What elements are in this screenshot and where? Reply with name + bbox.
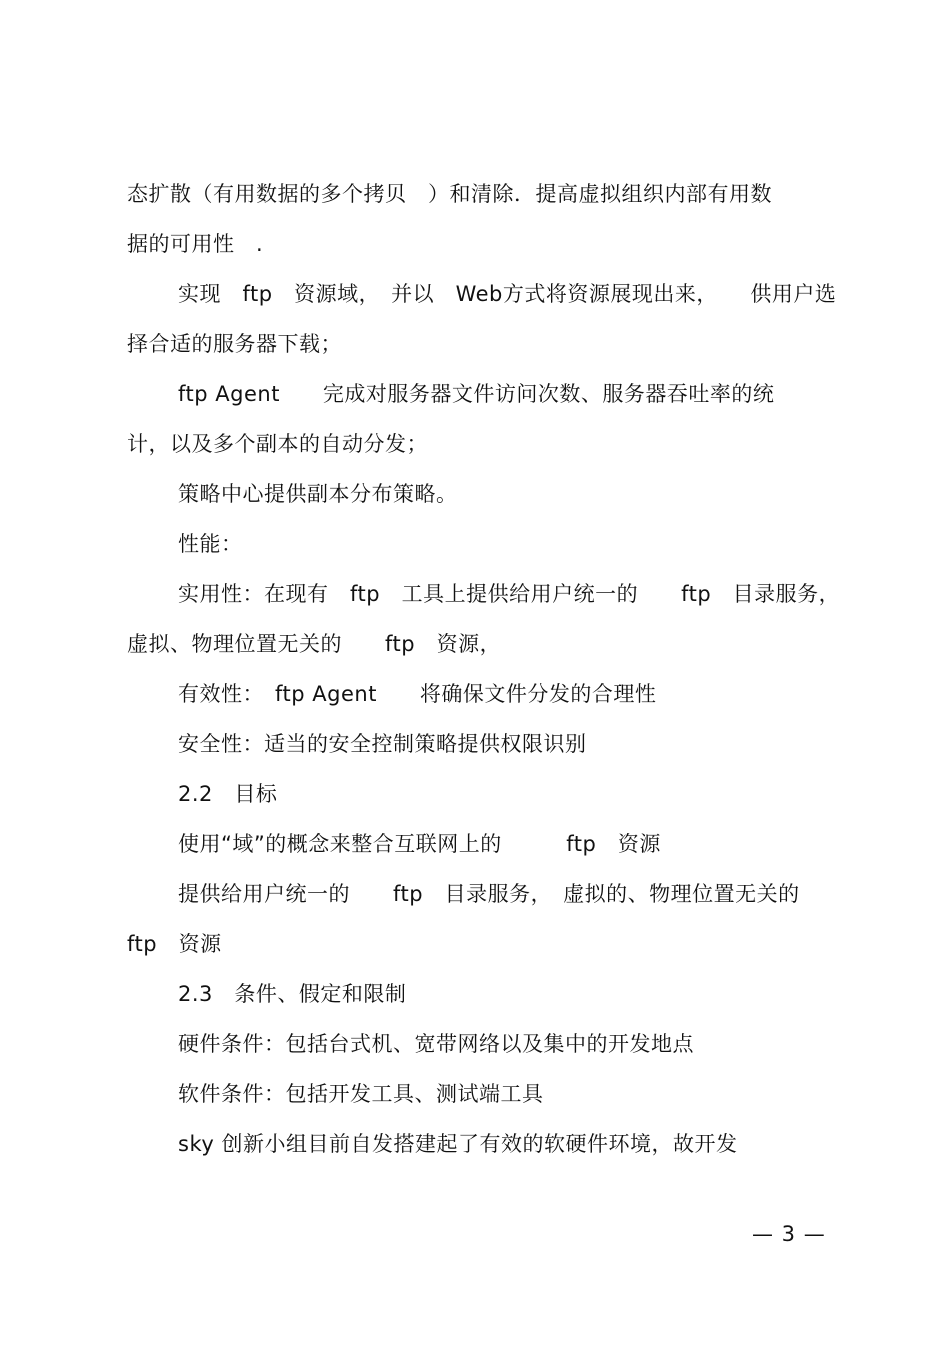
- text-line: 提供给用户统一的 ftp 目录服务， 虚拟的、物理位置无关的: [178, 882, 800, 906]
- text-line: 实现 ftp 资源域， 并以 Web方式将资源展现出来， 供用户选: [178, 282, 837, 306]
- text-line: 据的可用性 .: [127, 232, 264, 256]
- text-line: 策略中心提供副本分布策略。: [178, 482, 458, 506]
- text-line: 计，以及多个副本的自动分发；: [127, 432, 428, 456]
- text-line: 使用“域”的概念来整合互联网上的 ftp 资源: [178, 832, 661, 856]
- text-line: 软件条件：包括开发工具、测试端工具: [178, 1082, 544, 1106]
- text-line: 有效性： ftp Agent 将确保文件分发的合理性: [178, 682, 657, 706]
- text-line: ftp 资源: [127, 932, 222, 956]
- text-line: ftp Agent 完成对服务器文件访问次数、服务器吞吐率的统: [178, 382, 775, 406]
- page-number: — 3 —: [752, 1222, 826, 1246]
- text-line: 硬件条件：包括台式机、宽带网络以及集中的开发地点: [178, 1032, 694, 1056]
- text-line: 性能：: [178, 532, 243, 556]
- section-heading: 2.2 目标: [178, 782, 278, 806]
- text-line: sky 创新小组目前自发搭建起了有效的软硬件环境，故开发: [178, 1132, 738, 1156]
- text-line: 态扩散（有用数据的多个拷贝 ）和清除．提高虚拟组织内部有用数: [127, 182, 772, 206]
- text-line: 实用性：在现有 ftp 工具上提供给用户统一的 ftp 目录服务，: [178, 582, 841, 606]
- text-line: 择合适的服务器下载；: [127, 332, 342, 356]
- text-line: 虚拟、物理位置无关的 ftp 资源，: [127, 632, 502, 656]
- text-line: 安全性：适当的安全控制策略提供权限识别: [178, 732, 587, 756]
- section-heading: 2.3 条件、假定和限制: [178, 982, 407, 1006]
